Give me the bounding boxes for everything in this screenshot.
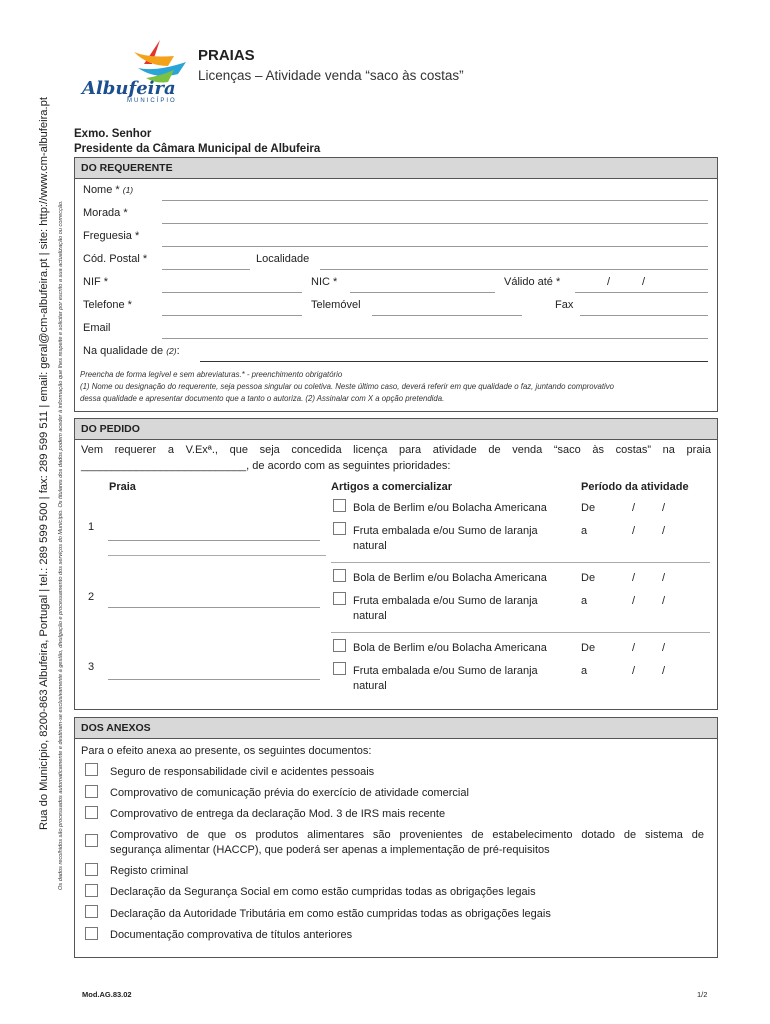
- localidade-label: Localidade: [256, 253, 310, 265]
- nome-field[interactable]: [162, 200, 708, 201]
- nif-label: NIF *: [83, 276, 109, 288]
- row3-de-sep-2: /: [662, 642, 666, 654]
- pedido-heading: DO PEDIDO: [75, 419, 717, 440]
- salutation-line1: Exmo. Senhor: [74, 128, 152, 140]
- row3-item2-label: Fruta embalada e/ou Sumo de laranja: [353, 665, 538, 677]
- telemovel-field[interactable]: [372, 315, 522, 316]
- pedido-intro-2: ___________________________, de acordo com as seguintes prioridades:: [81, 460, 451, 472]
- row1-a-label: a: [581, 525, 588, 537]
- row2-bottom-line: [331, 632, 710, 633]
- municipality-logo: [82, 38, 194, 106]
- row3-a-label: a: [581, 665, 588, 677]
- sidebar-privacy-note: Os dados recolhidos são processados automaticamente e destinam-se exclusivamente à gestão, divulgação e processamento dos serviços do Município. Os titulares dos dados podem aceder à informação que lhes respeite e solicitar por escrito a sua actualização ou correcção.: [58, 200, 64, 890]
- row2-num: 2: [88, 591, 95, 603]
- anexo-4-label-2: segurança alimentar (HACCP), que poderá ser apenas a implementação de pré-requisitos: [110, 844, 550, 856]
- col-periodo: Período da atividade: [581, 481, 689, 493]
- row1-item2-label: Fruta embalada e/ou Sumo de laranja: [353, 525, 538, 537]
- row1-de-sep-1: /: [632, 502, 636, 514]
- telemovel-label: Telemóvel: [311, 299, 361, 311]
- anexo-2-label: Comprovativo de comunicação prévia do exercício de atividade comercial: [110, 787, 469, 799]
- qualidade-note: (2): [166, 346, 177, 356]
- page-title: PRAIAS: [198, 47, 255, 64]
- row1-a-sep-2: /: [662, 525, 666, 537]
- row2-praia-field[interactable]: [108, 607, 320, 608]
- email-label: Email: [83, 322, 111, 334]
- anexo-6-checkbox[interactable]: [85, 884, 98, 897]
- row1-num: 1: [88, 521, 95, 533]
- qualidade-label: [83, 345, 180, 357]
- qualidade-field[interactable]: [200, 361, 708, 362]
- anexo-1-label: Seguro de responsabilidade civil e acidentes pessoais: [110, 766, 375, 778]
- email-field[interactable]: [162, 338, 708, 339]
- form-code: Mod.AG.83.02: [82, 990, 132, 999]
- row2-item1-label: Bola de Berlim e/ou Bolacha Americana: [353, 572, 547, 584]
- row1-bottom-line: [331, 562, 710, 563]
- row1-divider: [108, 555, 326, 556]
- row3-a-sep-2: /: [662, 665, 666, 677]
- row2-de-sep-2: /: [662, 572, 666, 584]
- morada-field[interactable]: [162, 223, 708, 224]
- row1-de-label: De: [581, 502, 596, 514]
- nome-label: [83, 184, 133, 196]
- requerente-note-1: Preencha de forma legível e sem abreviaturas.* - preenchimento obrigatório: [80, 370, 343, 379]
- anexo-3-label: Comprovativo de entrega da declaração Mod. 3 de IRS mais recente: [110, 808, 446, 820]
- row2-a-label: a: [581, 595, 588, 607]
- anexo-6-label: Declaração da Segurança Social em como estão cumpridas todas as obrigações legais: [110, 886, 536, 898]
- logo-subtitle: MUNICÍPIO: [127, 98, 177, 104]
- freguesia-label: Freguesia *: [83, 230, 140, 242]
- row3-item2-label-2: natural: [353, 680, 387, 692]
- row2-de-label: De: [581, 572, 596, 584]
- cod-postal-label: Cód. Postal *: [83, 253, 148, 265]
- row2-item2-label-2: natural: [353, 610, 387, 622]
- requerente-heading: DO REQUERENTE: [75, 158, 717, 179]
- row2-a-sep-1: /: [632, 595, 636, 607]
- col-praia: Praia: [109, 481, 136, 493]
- pedido-intro-1: Vem requerer a V.Exª., que seja concedida licença para atividade de venda “saco às costas” na praia: [81, 444, 711, 456]
- telefone-label: Telefone *: [83, 299, 132, 311]
- anexo-8-checkbox[interactable]: [85, 927, 98, 940]
- row3-de-sep-1: /: [632, 642, 636, 654]
- valido-sep-2: /: [642, 276, 646, 288]
- nic-label: NIC *: [311, 276, 338, 288]
- localidade-field[interactable]: [320, 269, 708, 270]
- anexo-8-label: Documentação comprovativa de títulos anteriores: [110, 929, 353, 941]
- row1-de-sep-2: /: [662, 502, 666, 514]
- anexo-3-checkbox[interactable]: [85, 806, 98, 819]
- cod-postal-field[interactable]: [162, 269, 250, 270]
- telefone-field[interactable]: [162, 315, 302, 316]
- row1-praia-field[interactable]: [108, 540, 320, 541]
- row3-num: 3: [88, 661, 95, 673]
- anexo-5-label: Registo criminal: [110, 865, 189, 877]
- col-artigos: Artigos a comercializar: [331, 481, 453, 493]
- fax-label: Fax: [555, 299, 574, 311]
- row1-a-sep-1: /: [632, 525, 636, 537]
- anexo-4-label: Comprovativo de que os produtos alimentares são provenientes de estabelecimento dotado de sistema de: [110, 829, 704, 841]
- anexo-5-checkbox[interactable]: [85, 863, 98, 876]
- row3-praia-field[interactable]: [108, 679, 320, 680]
- anexos-intro: Para o efeito anexa ao presente, os seguintes documentos:: [81, 745, 372, 757]
- row1-item2-checkbox[interactable]: [333, 522, 346, 535]
- anexo-1-checkbox[interactable]: [85, 763, 98, 776]
- anexos-heading: DOS ANEXOS: [75, 718, 717, 739]
- logo-name: Albufeira: [82, 78, 176, 99]
- nic-field[interactable]: [350, 292, 495, 293]
- valido-label: Válido até *: [504, 276, 561, 288]
- anexo-7-checkbox[interactable]: [85, 905, 98, 918]
- row3-item1-checkbox[interactable]: [333, 639, 346, 652]
- page-number: 1/2: [697, 990, 708, 999]
- row3-a-sep-1: /: [632, 665, 636, 677]
- requerente-note-3: dessa qualidade e apresentar documento que a tanto o autoriza. (2) Assinalar com X a opção pretendida.: [80, 394, 445, 403]
- row1-item1-label: Bola de Berlim e/ou Bolacha Americana: [353, 502, 547, 514]
- row3-item2-checkbox[interactable]: [333, 662, 346, 675]
- nome-note: (1): [122, 185, 134, 195]
- row3-de-label: De: [581, 642, 596, 654]
- qualidade-colon: :: [176, 345, 180, 357]
- valido-sep-1: /: [607, 276, 611, 288]
- requerente-note-2: (1) Nome ou designação do requerente, seja pessoa singular ou coletiva. Neste último caso, deverá referir em que qualidade o faz, juntando comprovativo: [80, 382, 614, 391]
- row1-item2-label-2: natural: [353, 540, 387, 552]
- row2-a-sep-2: /: [662, 595, 666, 607]
- anexo-4-checkbox[interactable]: [85, 834, 98, 847]
- anexo-2-checkbox[interactable]: [85, 785, 98, 798]
- row2-de-sep-1: /: [632, 572, 636, 584]
- sidebar-address: Rua do Município, 8200-863 Albufeira, Portugal | tel.: 289 599 500 | fax: 289 599 511 | email: geral@cm-albufeira.pt | site: http://www.cm-albufeira.pt: [38, 97, 50, 830]
- row3-item1-label: Bola de Berlim e/ou Bolacha Americana: [353, 642, 547, 654]
- nif-field[interactable]: [162, 292, 302, 293]
- row2-item2-checkbox[interactable]: [333, 592, 346, 605]
- salutation-line2: Presidente da Câmara Municipal de Albufeira: [74, 143, 321, 155]
- morada-label: Morada *: [83, 207, 128, 219]
- nome-label-text: Nome *: [83, 184, 120, 196]
- anexo-7-label: Declaração da Autoridade Tributária em como estão cumpridas todas as obrigações legais: [110, 908, 551, 920]
- row1-item1-checkbox[interactable]: [333, 499, 346, 512]
- fax-field[interactable]: [580, 315, 708, 316]
- page-subtitle: Licenças – Atividade venda “saco às costas”: [198, 68, 464, 83]
- row2-item2-label: Fruta embalada e/ou Sumo de laranja: [353, 595, 538, 607]
- row2-item1-checkbox[interactable]: [333, 569, 346, 582]
- qualidade-text: Na qualidade de: [83, 345, 164, 357]
- freguesia-field[interactable]: [162, 246, 708, 247]
- valido-field[interactable]: [575, 292, 708, 293]
